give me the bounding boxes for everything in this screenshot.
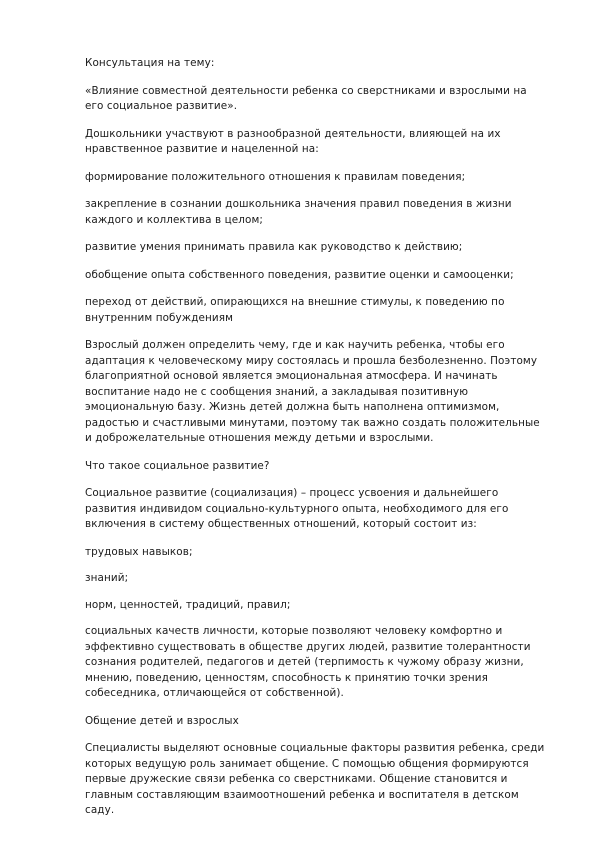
- definition-paragraph: Социальное развитие (социализация) – процесс усвоения и дальнейшего развития индивидом социально-культурного опыта, необходимого для его включения в систему общественных отношений, который состоит из:: [85, 487, 509, 530]
- list-item: трудовых навыков;: [85, 545, 193, 558]
- list-item: знаний;: [85, 572, 129, 584]
- communication-paragraph: Специалисты выделяют основные социальные факторы развития ребенка, среди которых ведущую роль занимает общение. С помощью общения формируются первые дружеские связи ребенка со сверстниками. Общение становится и главным составляющим взаимоотношений ребенка и воспитателя в детском саду.: [85, 742, 545, 816]
- list-item: закрепление в сознании дошкольника значения правил поведения в жизни каждого и коллектива в целом;: [85, 198, 512, 226]
- list-item: переход от действий, опирающихся на внешние стимулы, к поведению по внутренним побуждениям: [85, 296, 505, 324]
- list-item: социальных качеств личности, которые позволяют человеку комфортно и эффективно существовать в обществе других людей, развитие толерантности сознания родителей, педагогов и детей (терпимость к чужому образу жизни, мнению, поведению, ценностям, способность к принятию точки зрения собеседника, отличающейся от собственной).: [85, 625, 531, 699]
- section-heading: Общение детей и взрослых: [85, 714, 239, 727]
- consultation-label: Консультация на тему:: [85, 57, 215, 69]
- list-item: формирование положительного отношения к правилам поведения;: [85, 170, 466, 183]
- consultation-title: «Влияние совместной деятельности ребенка со сверстниками и взрослыми на его социальное развитие».: [85, 84, 527, 112]
- list-item: развитие умения принимать правила как руководство к действию;: [85, 241, 463, 253]
- section-question: Что такое социальное развитие?: [85, 459, 270, 472]
- intro-paragraph: Дошкольники участвуют в разнообразной деятельности, влияющей на их нравственное развитие и нацеленной на:: [85, 127, 501, 155]
- document-page: [85, 56, 547, 831]
- list-item: обобщение опыта собственного поведения, развитие оценки и самооценки;: [85, 268, 514, 281]
- adult-role-paragraph: Взрослый должен определить чему, где и как научить ребенка, чтобы его адаптация к человеческому миру состоялась и прошла безболезненно. Поэтому благоприятной основой является эмоциональная атмосфера. И начинать воспитание надо не с сообщения знаний, а закладывая позитивную эмоциональную базу. Жизнь детей должна быть наполнена оптимизмом, радостью и счастливыми минутами, поэтому так важно создать положительные и доброжелательные отношения между детьми и взрослыми.: [85, 339, 540, 444]
- list-item: норм, ценностей, традиций, правил;: [85, 598, 291, 611]
